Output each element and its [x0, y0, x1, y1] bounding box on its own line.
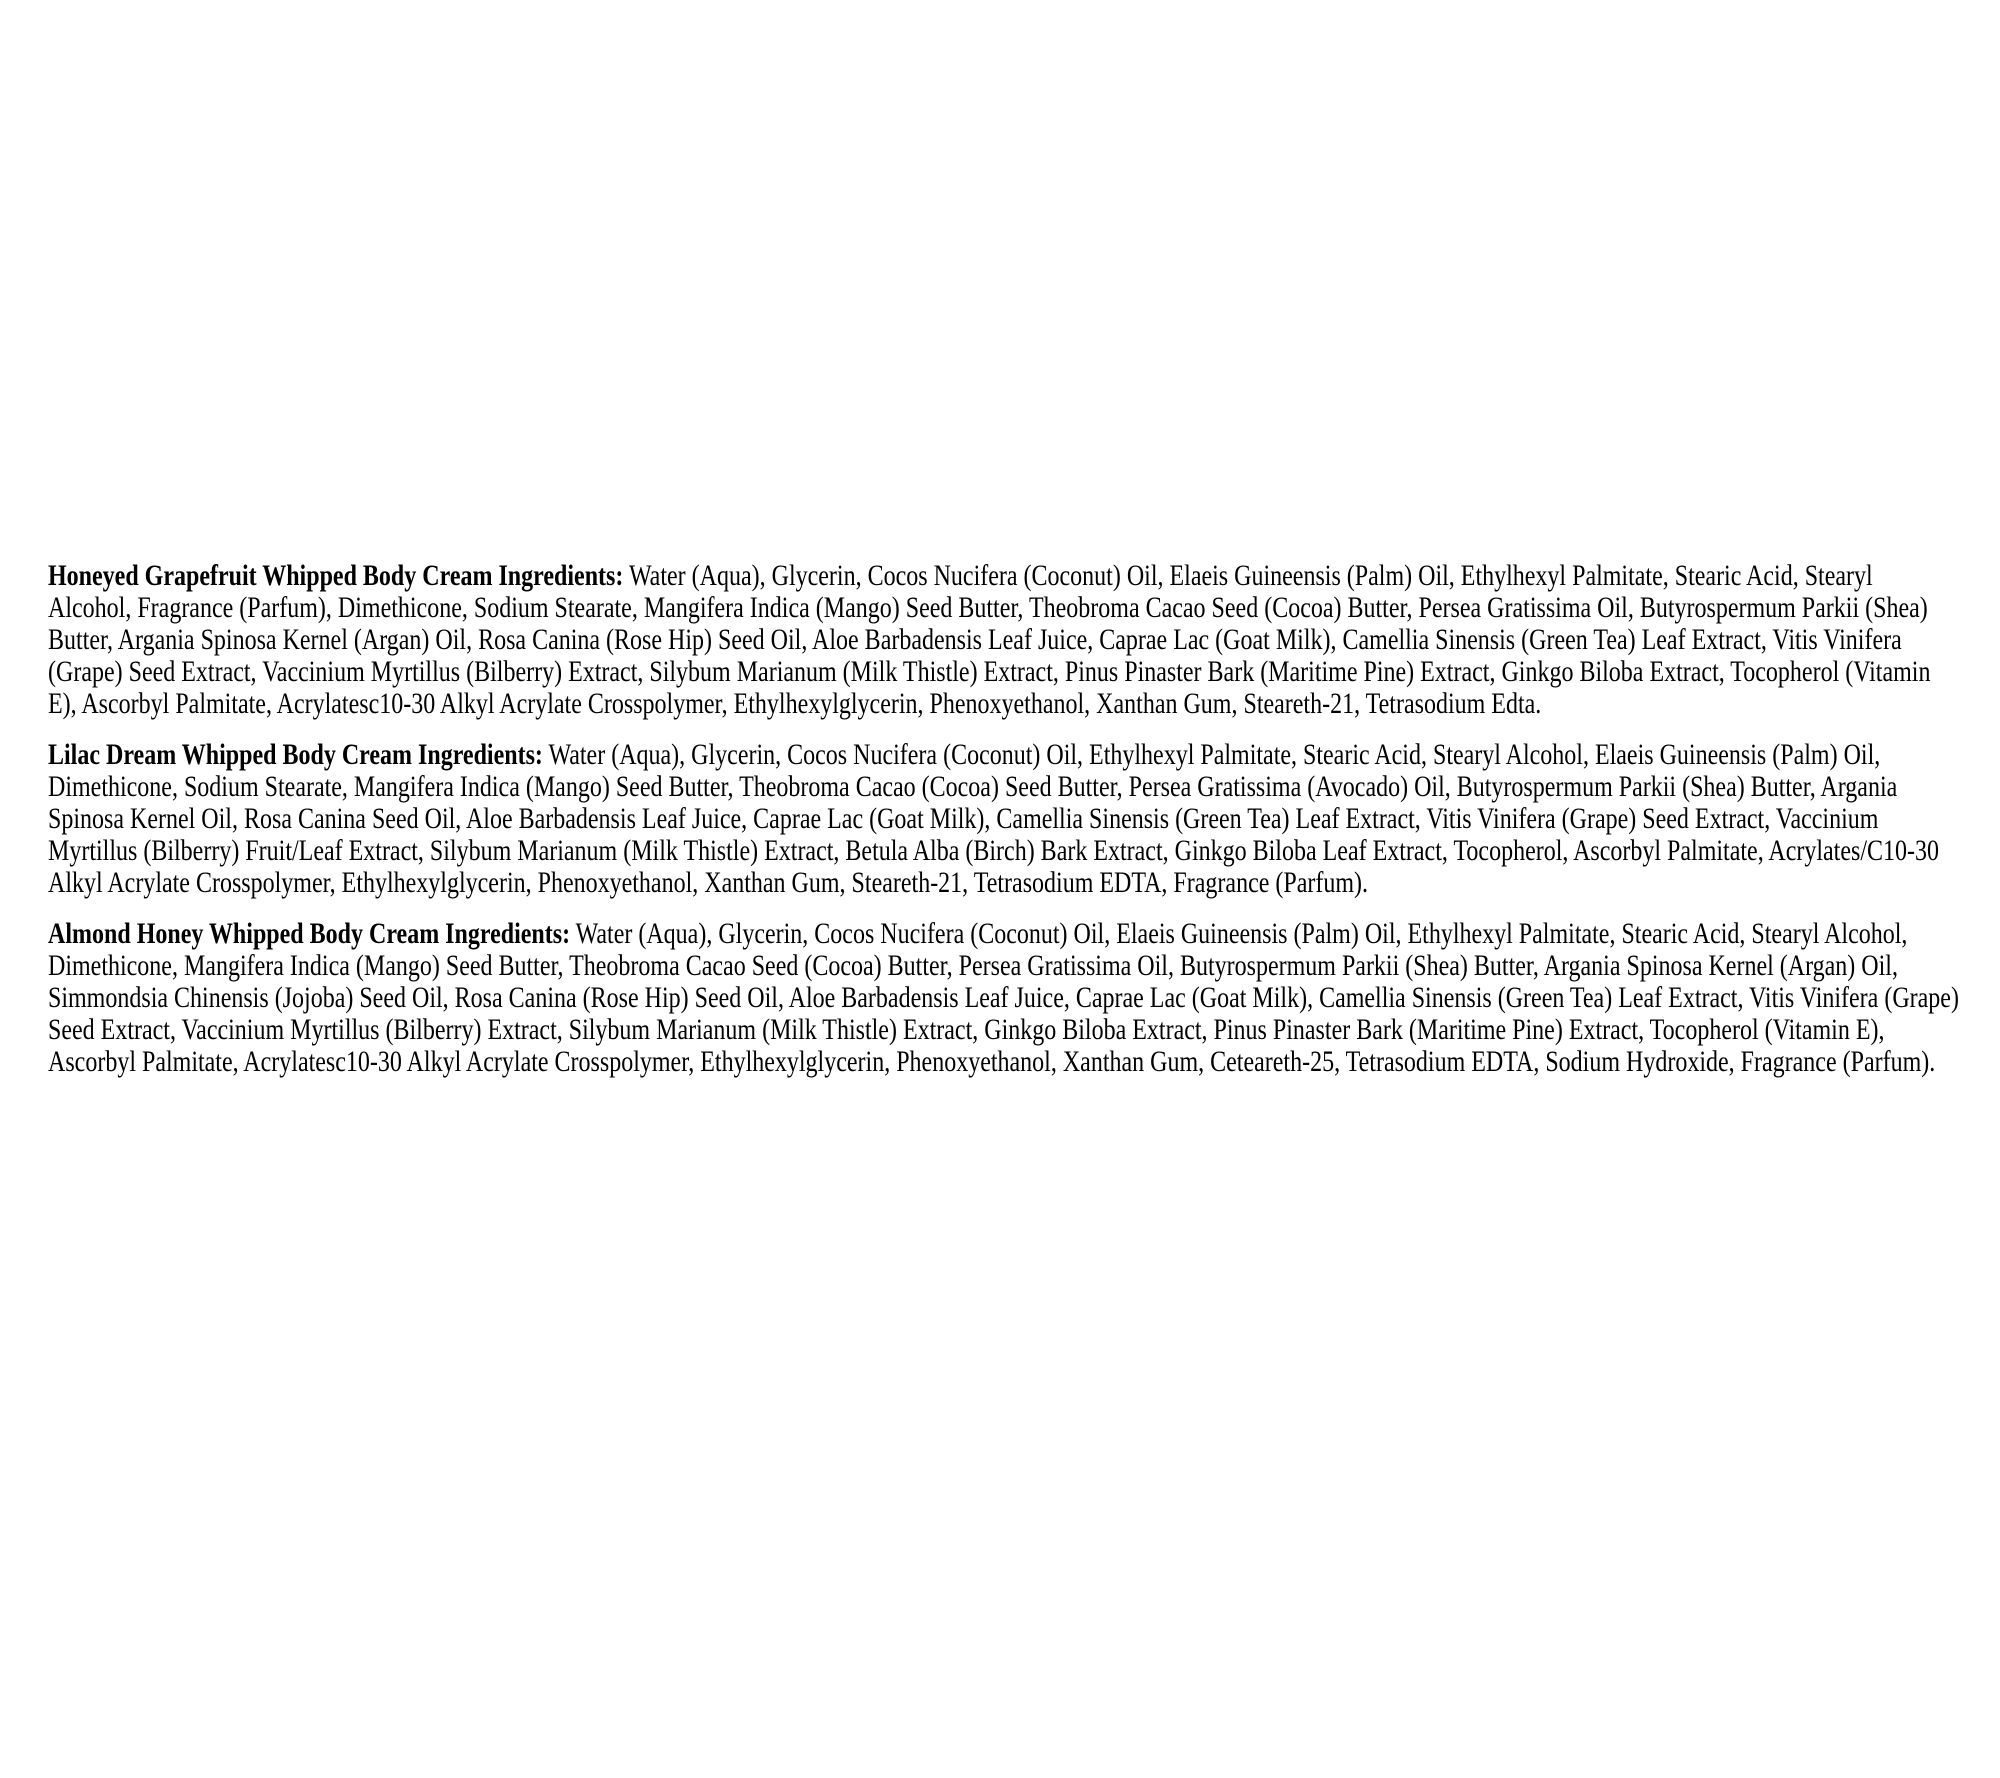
paragraph-text-almond-honey: Water (Aqua), Glycerin, Cocos Nucifera (Coconut) Oil, Elaeis Guineensis (Palm) Oil, Ethylhexyl Palmitate, Stearic Acid, Stearyl Alcohol, Dimethicone, Mangifera Indica (Mango) Seed Butter, Theobroma Cacao Seed (Cocoa) Butter, Persea Gratissima Oil, Butyrospermum Parkii (Shea) Butter, Argania Spinosa Kernel (Argan) Oil, Simmondsia Chinensis (Jojoba) Seed Oil, Rosa Canina (Rose Hip) Seed Oil, Aloe Barbadensis Leaf Juice, Caprae Lac (Goat Milk), Camellia Sinensis (Green Tea) Leaf Extract, Vitis Vinifera (Grape) Seed Extract, Vaccinium Myrtillus (Bilberry) Extract, Silybum Marianum (Milk Thistle) Extract, Ginkgo Biloba Extract, Pinus Pinaster Bark (Maritime Pine) Extract, Tocopherol (Vitamin E), Ascorbyl Palmitate, Acrylatesc10-30 Alkyl Acrylate Crosspolymer, Ethylhexylglycerin, Phenoxyethanol, Xanthan Gum, Ceteareth-25, Tetrasodium EDTA, Sodium Hydroxide, Fragrance (Parfum). — [48, 917, 1959, 1078]
paragraph-label-lilac-dream: Lilac Dream Whipped Body Cream Ingredients: — [48, 738, 543, 771]
paragraph-text-honeyed-grapefruit: Water (Aqua), Glycerin, Cocos Nucifera (Coconut) Oil, Elaeis Guineensis (Palm) Oil, Ethylhexyl Palmitate, Stearic Acid, Stearyl Alcohol, Fragrance (Parfum), Dimethicone, Sodium Stearate, Mangifera Indica (Mango) Seed Butter, Theobroma Cacao Seed (Cocoa) Butter, Persea Gratissima Oil, Butyrospermum Parkii (Shea) Butter, Argania Spinosa Kernel (Argan) Oil, Rosa Canina (Rose Hip) Seed Oil, Aloe Barbadensis Leaf Juice, Caprae Lac (Goat Milk), Camellia Sinensis (Green Tea) Leaf Extract, Vitis Vinifera (Grape) Seed Extract, Vaccinium Myrtillus (Bilberry) Extract, Silybum Marianum (Milk Thistle) Extract, Pinus Pinaster Bark (Maritime Pine) Extract, Ginkgo Biloba Extract, Tocopherol (Vitamin E), Ascorbyl Palmitate, Acrylatesc10-30 Alkyl Acrylate Crosspolymer, Ethylhexylglycerin, Phenoxyethanol, Xanthan Gum, Steareth-21, Tetrasodium Edta. — [48, 559, 1931, 720]
ingredients-paragraph-honeyed-grapefruit — [48, 560, 1960, 720]
ingredients-paragraph-almond-honey — [48, 918, 1960, 1078]
paragraph-text-lilac-dream: Water (Aqua), Glycerin, Cocos Nucifera (Coconut) Oil, Ethylhexyl Palmitate, Stearic Acid, Stearyl Alcohol, Elaeis Guineensis (Palm) Oil, Dimethicone, Sodium Stearate, Mangifera Indica (Mango) Seed Butter, Theobroma Cacao (Cocoa) Seed Butter, Persea Gratissima (Avocado) Oil, Butyrospermum Parkii (Shea) Butter, Argania Spinosa Kernel Oil, Rosa Canina Seed Oil, Aloe Barbadensis Leaf Juice, Caprae Lac (Goat Milk), Camellia Sinensis (Green Tea) Leaf Extract, Vitis Vinifera (Grape) Seed Extract, Vaccinium Myrtillus (Bilberry) Fruit/Leaf Extract, Silybum Marianum (Milk Thistle) Extract, Betula Alba (Birch) Bark Extract, Ginkgo Biloba Leaf Extract, Tocopherol, Ascorbyl Palmitate, Acrylates/C10-30 Alkyl Acrylate Crosspolymer, Ethylhexylglycerin, Phenoxyethanol, Xanthan Gum, Steareth-21, Tetrasodium EDTA, Fragrance (Parfum). — [48, 738, 1939, 899]
ingredients-text-block — [48, 560, 1960, 1097]
paragraph-label-almond-honey: Almond Honey Whipped Body Cream Ingredients: — [48, 917, 571, 950]
ingredients-paragraph-lilac-dream — [48, 739, 1960, 899]
paragraph-label-honeyed-grapefruit: Honeyed Grapefruit Whipped Body Cream Ingredients: — [48, 559, 624, 592]
